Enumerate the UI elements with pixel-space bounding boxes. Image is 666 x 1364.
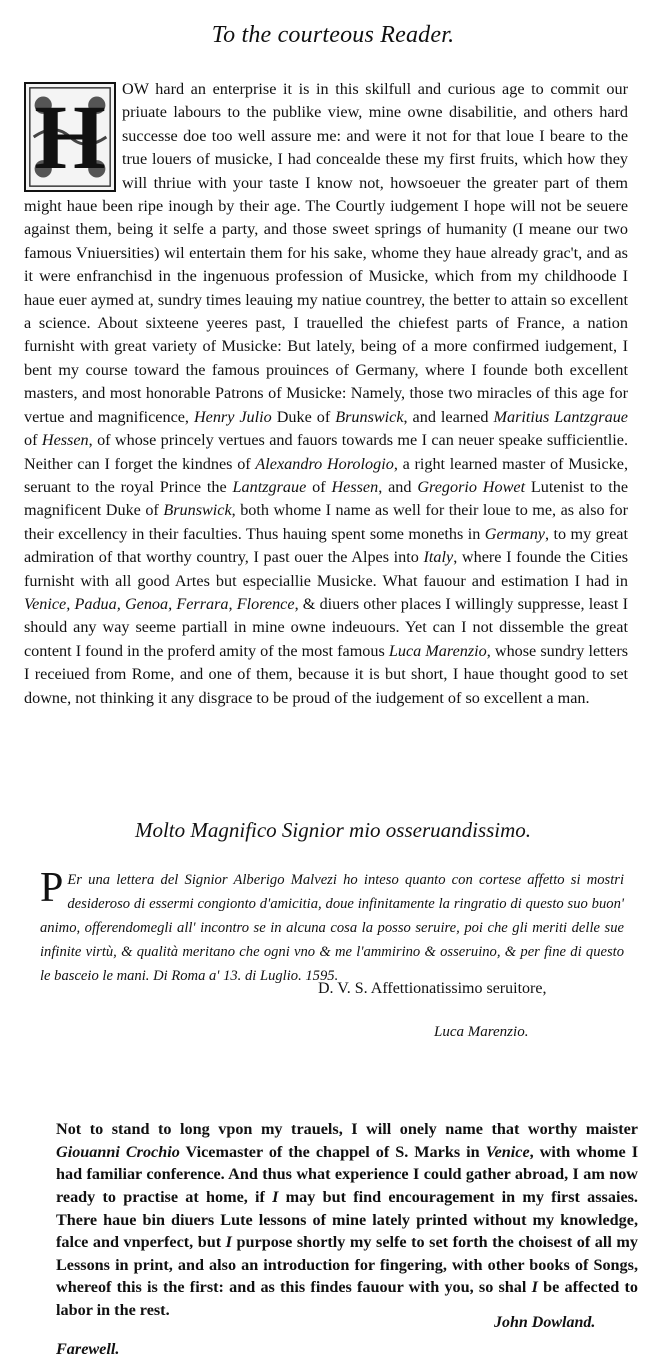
letter-text-run: , and learned <box>403 407 494 426</box>
postscript-text-run: , with whome I had familiar conference. And thus what experience I could gather abroad, I am now ready to practise at home, if <box>56 1142 638 1206</box>
letter-text-run: , where I founde the Cities furnisht with all good Artes but especiallie Musicke. What fauour and estimation I had in <box>24 548 628 590</box>
letter-italic-run: Brunswick <box>163 501 232 520</box>
author-signature: John Dowland. <box>494 1314 596 1331</box>
letter-text-run: Duke of <box>271 407 336 426</box>
postscript-italic-run: Venice <box>485 1142 530 1161</box>
letter-italic-run: Venice, Padua, Genoa, Ferrara, Florence <box>24 594 295 613</box>
initial-letter: H <box>34 86 106 188</box>
italian-letter-heading: Molto Magnifico Signior mio osseruandissimo. <box>134 818 532 842</box>
letter-text-run: of <box>306 477 332 496</box>
postscript-italic-run: I <box>225 1233 232 1252</box>
letter-text-run: of <box>24 431 42 450</box>
italian-letter-body <box>40 865 624 988</box>
postscript-text-run: Not to stand to long vpon my trauels, I will onely name that worthy maister <box>56 1120 638 1139</box>
letter-text-run: , a right learned master of Musicke, seruant to the royal Prince the <box>24 454 628 496</box>
letter-italic-run: Germany <box>484 524 545 543</box>
postscript-text-run: be affected to labor in the rest. <box>56 1278 638 1319</box>
letter-italic-run: Alexandro Horologio <box>255 454 394 473</box>
decorated-initial <box>24 82 116 192</box>
letter-text-run: Lutenist to the magnificent Duke of <box>24 477 629 520</box>
postscript-italic-run: I <box>531 1278 538 1297</box>
postscript-italic-run: Giouanni Crochio <box>56 1142 180 1161</box>
letter-text-run: , to my great admiration of that worthy country, I past ouer the Alpes into <box>24 524 628 567</box>
letter-italic-run: Henry Julio <box>193 407 272 426</box>
postscript-text-run: may but find encouragement in my first assaies. There haue bin diuers Lute lessons of mine lately printed without my knowledge, falce and vnperfect, but <box>56 1187 638 1252</box>
letter-text-run: , & diuers other places I willingly suppresse, least I should any way seeme partiall in mine owne indeuours. Yet can I not dissemble the great content I found in the proferd amity of the most famous <box>24 594 628 660</box>
letter-italic-run: Luca Marenzio <box>388 641 487 660</box>
letter-text-run: , whose sundry letters I receiued from Rome, and one of them, because it is but short, I haue thought good to set downe, not thinking it any disgrace to be proud of the iudgement of so excellent a man. <box>24 641 629 707</box>
postscript-italic-run: I <box>272 1187 279 1206</box>
signature-closing: D. V. S. Affettionatissimo seruitore, <box>318 980 547 997</box>
farewell: Farewell. <box>56 1339 120 1358</box>
italian-initial: P <box>40 865 64 911</box>
letter-text-run: , of whose princely vertues and fauors towards me I can neuer speake sufficientlie. Neither can I forget the kindnes of <box>24 431 629 473</box>
letter-italic-run: Lantzgraue <box>232 477 307 496</box>
signature-name: Luca Marenzio. <box>434 1024 529 1040</box>
postscript-paragraph <box>56 1118 638 1321</box>
letter-text-run: , and <box>378 477 418 496</box>
italian-letter-text: Er una lettera del Signior Alberigo Malvezi ho inteso quanto con cortese affetto si mostri desideroso di essermi congionto d'amicitia, doue infinitamente la ringratio di questo suo buon' animo, offerendomegli all' incontro se in alcuna cosa la posso seruire, poi che gli meriti delle sue infinite virtù, & qualità meritano che ogni vno & me l'ammirino & osseruino, & per fine di questo le basceio le mani. Di Roma a' 13. di Luglio. 1595. <box>40 872 624 984</box>
letter-italic-run: Brunswick <box>335 407 404 426</box>
letter-italic-run: Hessen <box>331 477 379 496</box>
letter-text-run: OW hard an enterprise it is in this skilfull and curious age to commit our priuate labours to the publike view, mine owne disabilitie, and others hard successe doe too well assure me: and were it not for that loue I beare to the true louers of musicke, I had concealde these my first fruits, which how they will thriue with your taste I know not, howsoeuer the greater part of them might haue been ripe inough by their age. The Courtly iudgement I hope will not be seuere against them, being it selfe a party, and those sweet springs of humanity (I meane our two famous Vniuersities) wil entertain them for his sake, whome they haue already grac't, and as it were enfranchisd in the ingenuous profession of Musicke, which from my childhoode I haue euer aymed at, sundry times leauing my natiue countrey, the better to attain so excellent a science. About sixteene yeeres past, I trauelled the chiefest parts of France, a nation furnisht with great variety of Musicke: But lately, being of a more confirmed iudgement, I bent my course toward the famous prouinces of Germany, where I founde both excellent masters, and most honorable Patrons of Musicke: Namely, those two miracles of this age for vertue and magnificence, <box>24 80 628 426</box>
letter-italic-run: Italy <box>423 548 454 567</box>
page-title: To the courteous Reader. <box>211 22 455 48</box>
letter-italic-run: Maritius Lantzgraue <box>493 407 628 426</box>
postscript-text-run: Vicemaster of the chappel of S. Marks in <box>179 1142 486 1161</box>
postscript-body <box>56 1118 638 1321</box>
letter-text-run: , both whome I name as well for their loue to me, as also for their excellency in their faculties. Thus hauing spent some moneths in <box>24 501 628 543</box>
postscript-text-run: purpose shortly my selfe to set forth the choisest of all my Lessons in print, and also an introduction for fingering, with other books of Songs, whereof this is the first: and as this findes fauour with you, so shal <box>56 1233 639 1297</box>
letter-italic-run: Gregorio Howet <box>417 477 526 496</box>
letter-italic-run: Hessen <box>41 431 89 450</box>
address-to-reader <box>24 78 628 710</box>
